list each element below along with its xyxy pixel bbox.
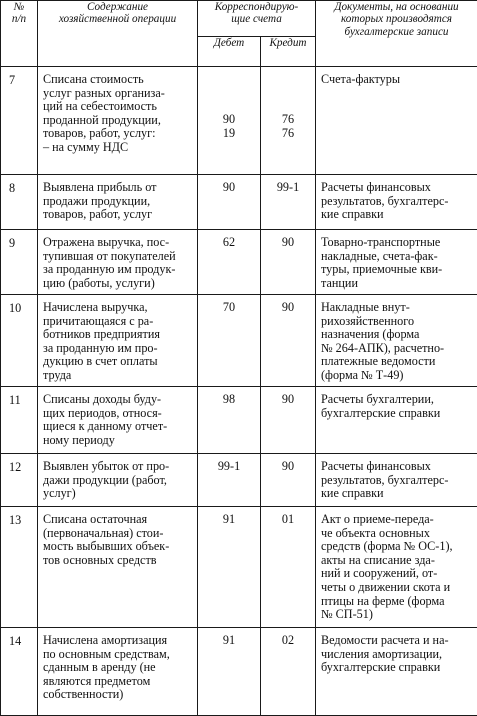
header-content: Содержание хозяйственной операции — [38, 1, 198, 67]
operation-content: Начислена амортизация по основным средствам, сданным в аренду (не являются предметом собственности) — [38, 628, 198, 716]
documents-cell: Счета-фактуры — [316, 67, 477, 175]
credit-cell: 01 — [261, 507, 316, 628]
debit-cell: 98 — [198, 387, 261, 454]
operation-content: Выявлен убыток от про- дажи продукции (работ, услуг) — [38, 454, 198, 507]
documents-cell: Акт о приеме-переда- че объекта основных средств (форма № ОС-1), акты на списание зда- ний и сооружений, от- четы о движении скота и птицы на ферме (форма № СП-51) — [316, 507, 477, 628]
documents-cell: Расчеты финансовых результатов, бухгалтерс- кие справки — [316, 175, 477, 230]
credit-cell: 02 — [261, 628, 316, 716]
operation-content: Выявлена прибыль от продажи продукции, товаров, работ, услуг — [38, 175, 198, 230]
documents-cell: Товарно-транспортные накладные, счета-фак- туры, приемочные кви- танции — [316, 230, 477, 295]
credit-cell: 90 — [261, 387, 316, 454]
credit-cell: 90 — [261, 295, 316, 387]
credit-cell: 90 — [261, 230, 316, 295]
documents-cell: Расчеты финансовых результатов, бухгалтерс- кие справки — [316, 454, 477, 507]
debit-cell: 70 — [198, 295, 261, 387]
row-number: 10 — [1, 295, 38, 387]
debit-cell: 91 — [198, 507, 261, 628]
credit-cell: 76 76 — [261, 67, 316, 175]
table-row — [1, 628, 477, 716]
table-row — [1, 387, 477, 454]
header-debit: Дебет — [198, 37, 261, 67]
table-row — [1, 295, 477, 387]
documents-cell: Ведомости расчета и на- числения амортизации, бухгалтерские справки — [316, 628, 477, 716]
table-row — [1, 507, 477, 628]
debit-cell: 90 19 — [198, 67, 261, 175]
operation-content: Списана стоимость услуг разных организа- ций на себестоимость проданной продукции, товаров, работ, услуг: – на сумму НДС — [38, 67, 198, 175]
table-body — [1, 67, 477, 716]
row-number: 7 — [1, 67, 38, 175]
debit-cell: 62 — [198, 230, 261, 295]
debit-cell: 99-1 — [198, 454, 261, 507]
table-header — [1, 1, 477, 67]
table-row — [1, 230, 477, 295]
header-docs: Документы, на основании которых производятся бухгалтерские записи — [316, 1, 477, 67]
operation-content: Отражена выручка, пос- тупившая от покупателей за проданную им продук- цию (работы, услуги) — [38, 230, 198, 295]
row-number: 12 — [1, 454, 38, 507]
row-number: 11 — [1, 387, 38, 454]
table-row — [1, 454, 477, 507]
credit-cell: 90 — [261, 454, 316, 507]
debit-cell: 90 — [198, 175, 261, 230]
documents-cell: Накладные внут- рихозяйственного назначения (форма № 264-АПК), расчетно- платежные ведомости (форма № Т-49) — [316, 295, 477, 387]
credit-cell: 99-1 — [261, 175, 316, 230]
header-num: № п/п — [1, 1, 38, 67]
row-number: 8 — [1, 175, 38, 230]
header-accounts: Корреспондирую- щие счета — [198, 1, 316, 37]
operation-content: Списаны доходы буду- щих периодов, относя- щиеся к данному отчет- ному периоду — [38, 387, 198, 454]
row-number: 13 — [1, 507, 38, 628]
documents-cell: Расчеты бухгалтерии, бухгалтерские справки — [316, 387, 477, 454]
table-row — [1, 175, 477, 230]
operation-content: Начислена выручка, причитающаяся с ра- ботников предприятия за проданную им про- дукцию в счет оплаты труда — [38, 295, 198, 387]
header-credit: Кредит — [261, 37, 316, 67]
row-number: 14 — [1, 628, 38, 716]
table-row — [1, 67, 477, 175]
operation-content: Списана остаточная (первоначальная) стои- мость выбывших объек- тов основных средств — [38, 507, 198, 628]
row-number: 9 — [1, 230, 38, 295]
debit-cell: 91 — [198, 628, 261, 716]
